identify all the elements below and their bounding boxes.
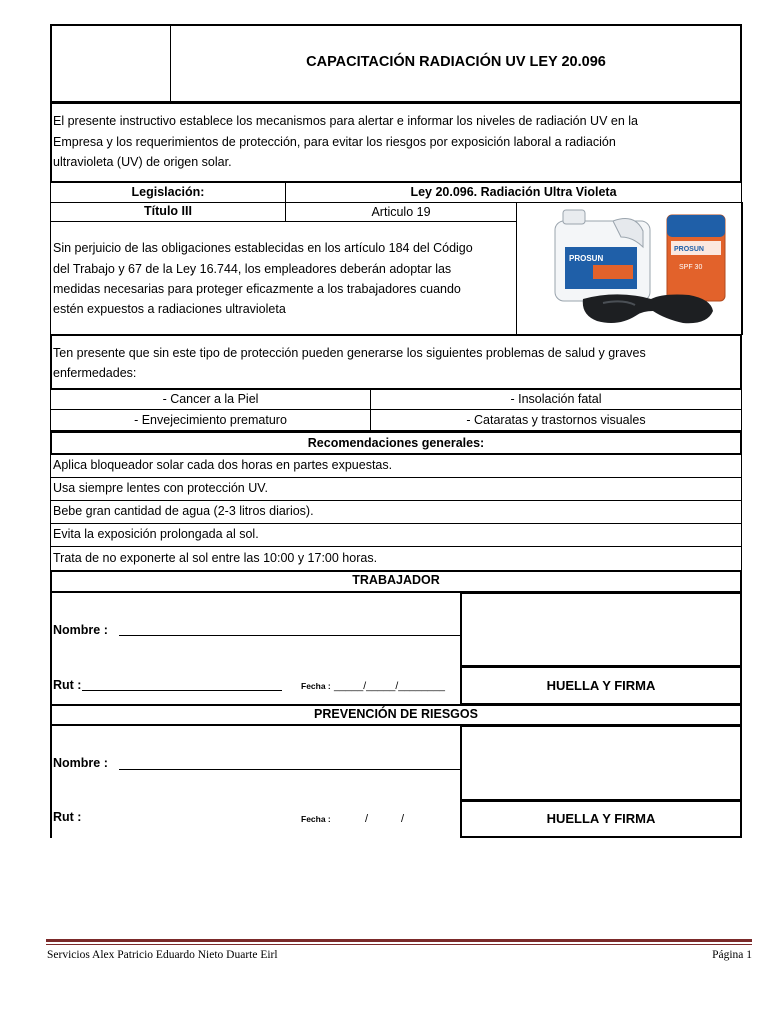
uv-protection-products-image — [543, 207, 733, 329]
worker-date-field[interactable]: _____/_____/________ — [334, 680, 445, 692]
prevention-name-label: Nombre : — [53, 756, 108, 770]
article-text-line: del Trabajo y 67 de la Ley 16.744, los empleadores deberán adoptar las — [53, 262, 452, 276]
legislation-right-border — [741, 202, 743, 335]
footer-page-number: Página 1 — [712, 949, 752, 961]
prevention-signature-label: HUELLA Y FIRMA — [546, 811, 656, 826]
title-label: Título III — [144, 204, 192, 218]
worker-rut-field[interactable] — [82, 690, 282, 691]
health-intro-line: enfermedades: — [53, 366, 137, 380]
problem-item: - Cancer a la Piel — [162, 392, 259, 406]
prevention-name-field[interactable] — [119, 769, 460, 770]
worker-signature-label: HUELLA Y FIRMA — [546, 678, 656, 693]
products-illustration — [543, 207, 733, 329]
recommendation-item: Aplica bloqueador solar cada dos horas en partes expuestas. — [53, 458, 393, 472]
prevention-rut-label: Rut : — [53, 810, 82, 824]
worker-rut-label: Rut : — [53, 678, 82, 692]
logo-cell-divider — [170, 25, 171, 102]
footer-company: Servicios Alex Patricio Eduardo Nieto Duarte Eirl — [47, 949, 278, 961]
article-text-line: medidas necesarias para proteger eficazmente a los trabajadores cuando — [53, 282, 461, 296]
worker-date-label: Fecha : — [301, 681, 331, 691]
problem-item: - Cataratas y trastornos visuales — [466, 413, 646, 427]
prevention-date-label: Fecha : — [301, 814, 331, 824]
article-text-line: Sin perjuicio de las obligaciones establecidas en los artículo 184 del Código — [53, 241, 473, 255]
problem-item: - Insolación fatal — [510, 392, 602, 406]
article-text-line: estén expuestos a radiaciones ultravioleta — [53, 302, 286, 316]
recommendation-item: Trata de no exponerte al sol entre las 10:00 y 17:00 horas. — [53, 551, 378, 565]
worker-signature-area — [460, 592, 742, 667]
prevention-date-separator: / — [401, 813, 405, 825]
recommendation-item: Usa siempre lentes con protección UV. — [53, 481, 268, 495]
worker-name-label: Nombre : — [53, 623, 108, 637]
footer-rule — [46, 939, 752, 942]
worker-left-border — [50, 592, 52, 705]
legislation-value: Ley 20.096. Radiación Ultra Violeta — [410, 185, 617, 199]
prevention-signature-area — [460, 725, 742, 801]
problem-item: - Envejecimiento prematuro — [134, 413, 287, 427]
intro-line: Empresa y los requerimientos de protección, para evitar los riesgos por exposición laboral a radiación — [53, 135, 616, 149]
page-title: CAPACITACIÓN RADIACIÓN UV LEY 20.096 — [306, 54, 606, 70]
intro-line: ultravioleta (UV) de origen solar. — [53, 155, 232, 169]
jug-brand-label: PROSUN — [569, 254, 604, 263]
article-label: Articulo 19 — [371, 205, 431, 219]
recommendation-item: Evita la exposición prolongada al sol. — [53, 527, 259, 541]
health-intro-line: Ten presente que sin este tipo de protección pueden generarse los siguientes problemas de salud y graves — [53, 346, 646, 360]
legislation-label: Legislación: — [131, 185, 205, 199]
worker-heading: TRABAJADOR — [352, 573, 440, 587]
worker-name-field[interactable] — [119, 635, 460, 636]
recommendation-item: Bebe gran cantidad de agua (2-3 litros diarios). — [53, 504, 314, 518]
intro-line: El presente instructivo establece los mecanismos para alertar e informar los niveles de radiación UV en la — [53, 114, 639, 128]
prevention-heading: PREVENCIÓN DE RIESGOS — [314, 707, 478, 721]
prevention-left-border — [50, 725, 52, 838]
recommendations-heading: Recomendaciones generales: — [307, 436, 485, 450]
tube-spf-label: SPF 30 — [679, 264, 703, 271]
tube-brand-label: PROSUN — [674, 246, 704, 253]
prevention-date-separator: / — [365, 813, 369, 825]
